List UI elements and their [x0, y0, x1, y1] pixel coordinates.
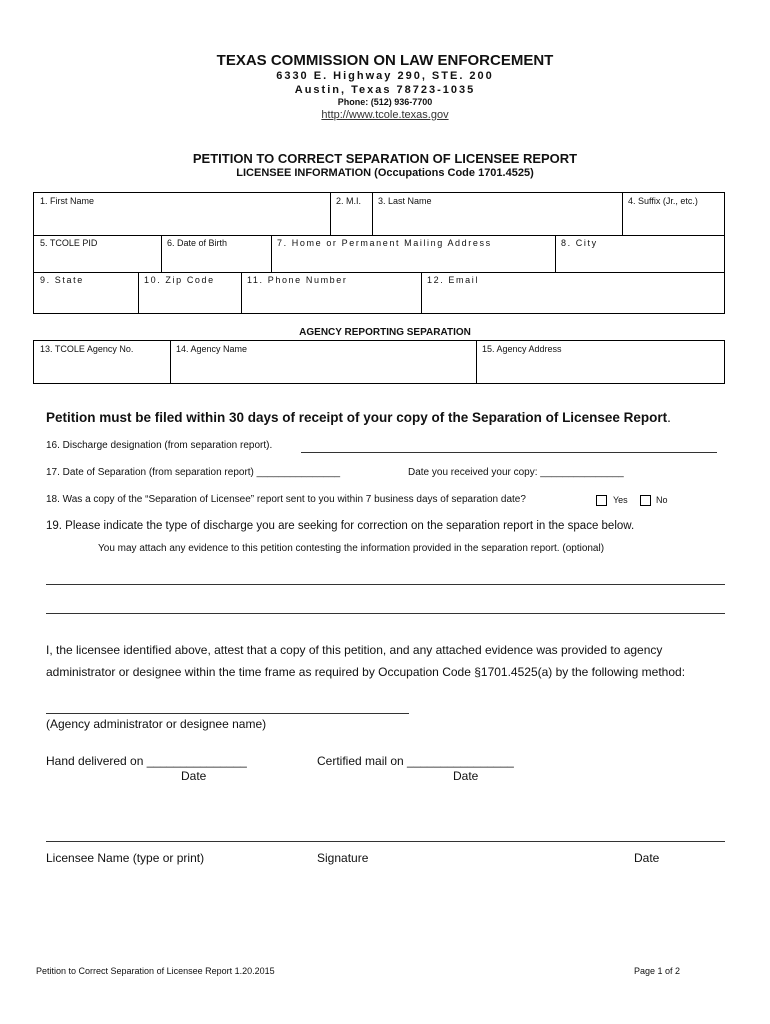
certified-mail-date-label: Date: [453, 769, 479, 783]
licensee-row-3: [34, 272, 724, 313]
org-phone: Phone: (512) 936-7700: [337, 97, 433, 107]
hand-delivered-label: Hand delivered on _______________: [46, 754, 247, 768]
q19-label: 19. Please indicate the type of discharge you are seeking for correction on the separation report in the space below.: [46, 520, 635, 532]
dob-label: 6. Date of Birth: [167, 238, 228, 248]
email-label: 12. Email: [427, 275, 479, 285]
state-field[interactable]: [34, 272, 138, 313]
agency-no-field[interactable]: [34, 341, 170, 383]
footer-form-id: Petition to Correct Separation of Licensee Report 1.20.2015: [36, 966, 275, 976]
org-address-line1: 6330 E. Highway 290, STE. 200: [276, 70, 494, 82]
q18-yes-checkbox[interactable]: [596, 495, 607, 506]
signature-label: Signature: [317, 851, 369, 865]
pid-field[interactable]: [34, 235, 161, 272]
agency-name-field[interactable]: [170, 341, 476, 383]
licensee-section-title: LICENSEE INFORMATION (Occupations Code 1701.4525): [236, 167, 534, 179]
agency-address-field[interactable]: [476, 341, 726, 383]
q19-answer-line-1[interactable]: [46, 584, 725, 585]
zip-field[interactable]: [138, 272, 241, 313]
notice-period: .: [667, 410, 671, 425]
hand-delivered-date-label: Date: [181, 769, 207, 783]
form-title: PETITION TO CORRECT SEPARATION OF LICENSEE REPORT: [192, 151, 578, 166]
last-name-field[interactable]: [372, 193, 622, 235]
agency-no-label: 13. TCOLE Agency No.: [40, 344, 134, 354]
city-field[interactable]: [555, 235, 726, 272]
q18-no-checkbox[interactable]: [640, 495, 651, 506]
attestation-line-2: administrator or designee within the time frame as required by Occupation Code §1701.4525(a) by the following method:: [46, 665, 686, 679]
filing-deadline-notice: [46, 410, 671, 425]
agency-table: [33, 340, 725, 384]
agency-admin-name-line[interactable]: [46, 713, 409, 714]
q17-label: 17. Date of Separation (from separation report) _______________: [46, 467, 341, 478]
mailing-address-label: 7. Home or Permanent Mailing Address: [277, 238, 492, 248]
signature-date-label: Date: [634, 851, 660, 865]
q17-received-label: Date you received your copy: _______________: [408, 467, 624, 478]
certified-mail-label: Certified mail on ________________: [317, 754, 514, 768]
q16-answer-line[interactable]: [301, 452, 717, 453]
agency-section-title: AGENCY REPORTING SEPARATION: [299, 327, 471, 338]
phone-field[interactable]: [241, 272, 421, 313]
q18-label: 18. Was a copy of the “Separation of Licensee” report sent to you within 7 business days of separation date?: [46, 494, 526, 505]
mi-label: 2. M.I.: [336, 196, 362, 206]
licensee-row-1: [34, 193, 724, 235]
q19-answer-line-2[interactable]: [46, 613, 725, 614]
q18-yes-label: Yes: [613, 495, 628, 505]
last-name-label: 3. Last Name: [378, 196, 432, 206]
org-title: TEXAS COMMISSION ON LAW ENFORCEMENT: [216, 52, 554, 69]
licensee-info-table: [33, 192, 725, 314]
pid-label: 5. TCOLE PID: [40, 238, 98, 248]
q19-note: You may attach any evidence to this petition contesting the information provided in the separation report. (optional): [98, 543, 605, 554]
filing-deadline-text: Petition must be filed within 30 days of receipt of your copy of the Separation of Licensee Report: [46, 410, 668, 425]
licensee-row-2: [34, 235, 724, 272]
signature-line[interactable]: [46, 841, 725, 842]
first-name-label: 1. First Name: [40, 196, 95, 206]
city-label: 8. City: [561, 238, 598, 248]
agency-address-label: 15. Agency Address: [482, 344, 562, 354]
org-url-link[interactable]: http://www.tcole.texas.gov: [321, 109, 449, 121]
agency-name-label: 14. Agency Name: [176, 344, 248, 354]
first-name-field[interactable]: [34, 193, 330, 235]
org-address-line2: Austin, Texas 78723-1035: [294, 84, 476, 96]
phone-label: 11. Phone Number: [247, 275, 348, 285]
footer-page-number: Page 1 of 2: [634, 966, 681, 976]
agency-admin-label: (Agency administrator or designee name): [46, 717, 267, 731]
mi-field[interactable]: [330, 193, 372, 235]
email-field[interactable]: [421, 272, 726, 313]
licensee-name-label: Licensee Name (type or print): [46, 851, 205, 865]
dob-field[interactable]: [161, 235, 271, 272]
mailing-address-field[interactable]: [271, 235, 555, 272]
q18-no-label: No: [656, 495, 668, 505]
attestation-line-1: I, the licensee identified above, attest that a copy of this petition, and any attached evidence was provided to agency: [46, 643, 663, 657]
q16-label: 16. Discharge designation (from separation report).: [46, 440, 273, 451]
suffix-field[interactable]: [622, 193, 726, 235]
zip-label: 10. Zip Code: [144, 275, 215, 285]
suffix-label: 4. Suffix (Jr., etc.): [628, 196, 698, 206]
state-label: 9. State: [40, 275, 84, 285]
